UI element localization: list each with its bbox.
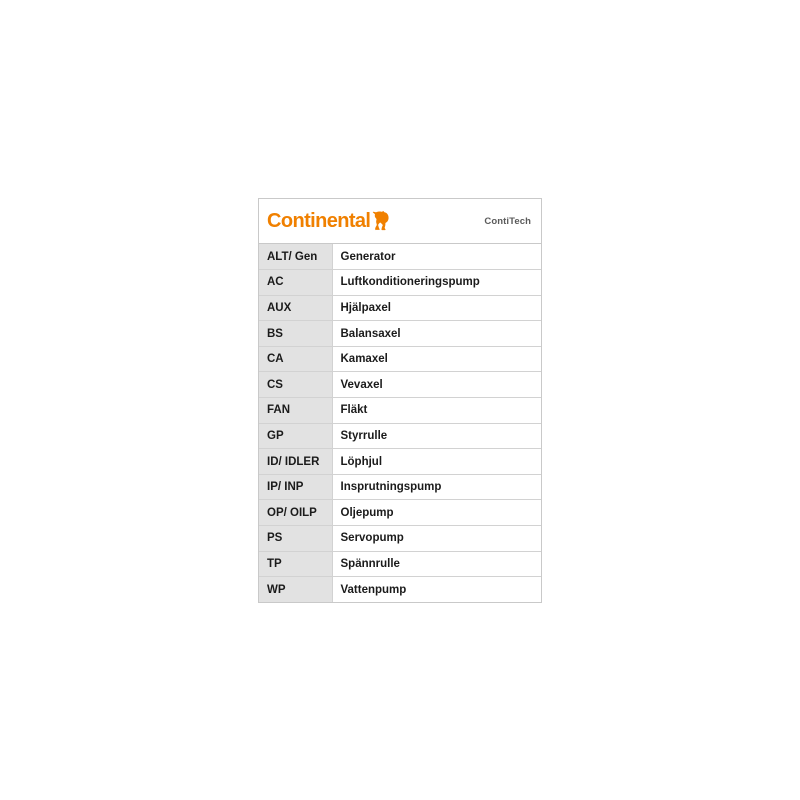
- legend-code: PS: [259, 526, 332, 552]
- legend-code: AUX: [259, 295, 332, 321]
- legend-description: Spännrulle: [332, 551, 541, 577]
- table-row: [259, 500, 541, 526]
- brand-header: [259, 199, 541, 244]
- legend-code: WP: [259, 577, 332, 603]
- legend-code: ALT/ Gen: [259, 244, 332, 270]
- table-row: [259, 474, 541, 500]
- table-row: [259, 270, 541, 296]
- table-row: [259, 295, 541, 321]
- legend-card: [258, 198, 542, 603]
- legend-description: Styrrulle: [332, 423, 541, 449]
- legend-description: Vevaxel: [332, 372, 541, 398]
- legend-description: Generator: [332, 244, 541, 270]
- table-row: [259, 449, 541, 475]
- legend-code: CA: [259, 346, 332, 372]
- table-row: [259, 423, 541, 449]
- horse-logo-icon: [372, 211, 389, 231]
- legend-description: Luftkonditioneringspump: [332, 270, 541, 296]
- table-row: [259, 526, 541, 552]
- legend-description: Servopump: [332, 526, 541, 552]
- legend-description: Hjälpaxel: [332, 295, 541, 321]
- table-row: [259, 346, 541, 372]
- legend-table-body: [259, 244, 541, 602]
- sub-brand-label: ContiTech: [484, 215, 531, 227]
- table-row: [259, 321, 541, 347]
- table-row: [259, 372, 541, 398]
- legend-code: ID/ IDLER: [259, 449, 332, 475]
- table-row: [259, 244, 541, 270]
- legend-description: Insprutningspump: [332, 474, 541, 500]
- legend-code: FAN: [259, 398, 332, 424]
- legend-description: Fläkt: [332, 398, 541, 424]
- table-row: [259, 577, 541, 603]
- legend-description: Oljepump: [332, 500, 541, 526]
- legend-code: IP/ INP: [259, 474, 332, 500]
- table-row: [259, 551, 541, 577]
- legend-table: [259, 244, 541, 602]
- continental-logo: [267, 211, 389, 231]
- legend-description: Löphjul: [332, 449, 541, 475]
- legend-code: GP: [259, 423, 332, 449]
- legend-description: Kamaxel: [332, 346, 541, 372]
- legend-code: CS: [259, 372, 332, 398]
- legend-code: OP/ OILP: [259, 500, 332, 526]
- legend-code: TP: [259, 551, 332, 577]
- legend-code: BS: [259, 321, 332, 347]
- table-row: [259, 398, 541, 424]
- brand-wordmark: Continental: [267, 210, 371, 232]
- legend-description: Vattenpump: [332, 577, 541, 603]
- legend-description: Balansaxel: [332, 321, 541, 347]
- legend-code: AC: [259, 270, 332, 296]
